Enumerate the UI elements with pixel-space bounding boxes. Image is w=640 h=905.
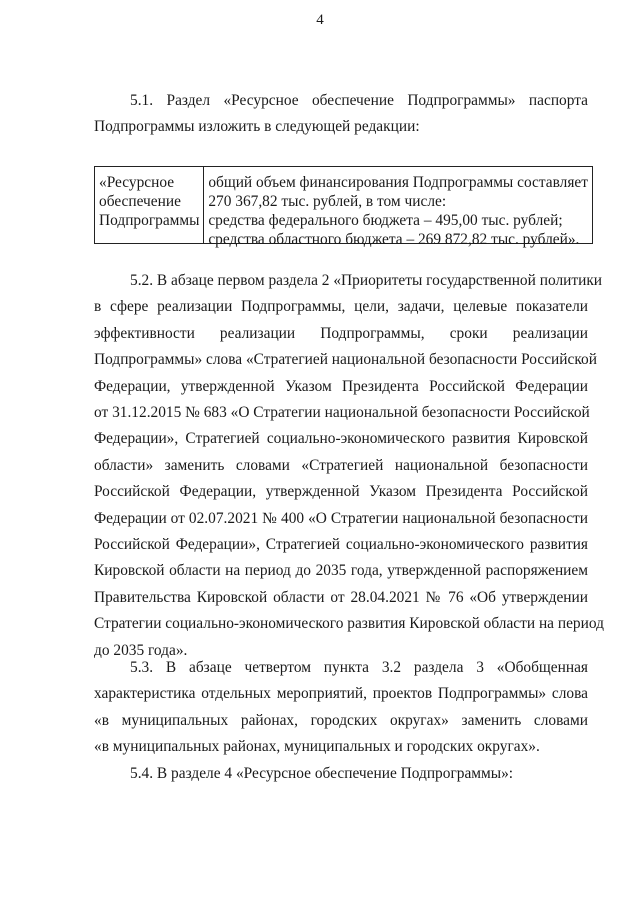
paragraph-5-2 — [94, 268, 604, 664]
paragraph-line: Подпрограммы» слова «Стратегией национальной безопасности Российской — [94, 351, 597, 369]
table-value-line: 270 367,82 тыс. рублей, в том числе: — [208, 193, 447, 210]
table-value-line: средства областного бюджета – 269 872,82 тыс. рублей». — [208, 231, 580, 248]
paragraph-line: до 2035 года». — [94, 641, 188, 659]
paragraph-line: «в муниципальных районах, муниципальных и городских округах». — [94, 738, 540, 756]
paragraph-line: Федерации, утвержденной Указом Президента Российской Федерации — [94, 377, 588, 395]
resource-table — [94, 166, 593, 248]
paragraph-line: 5.4. В разделе 4 «Ресурсное обеспечение Подпрограммы»: — [130, 765, 514, 782]
table-label-line: «Ресурсное — [99, 174, 175, 191]
paragraph-line: 5.2. В абзаце первом раздела 2 «Приоритеты государственной политики — [130, 272, 603, 289]
paragraph-line: 5.1. Раздел «Ресурсное обеспечение Подпрограммы» паспорта — [130, 92, 588, 109]
paragraph-line: Кировской области на период до 2035 года, утвержденной распоряжением — [94, 562, 588, 580]
paragraph-line: от 31.12.2015 № 683 «О Стратегии национальной безопасности Российской — [94, 404, 590, 422]
paragraph-5-4 — [94, 761, 588, 787]
paragraph-line: Подпрограммы изложить в следующей редакции: — [94, 118, 420, 136]
paragraph-5-3 — [94, 655, 588, 761]
paragraph-line: области» заменить словами «Стратегией национальной безопасности — [94, 456, 588, 474]
paragraph-line: характеристика отдельных мероприятий, проектов Подпрограммы» слова — [94, 685, 588, 703]
paragraph-line: Российской Федерации, утвержденной Указом Президента Российской — [94, 483, 588, 501]
paragraph-line: Федерации», Стратегией социально-экономического развития Кировской — [94, 430, 588, 448]
paragraph-line: эффективности реализации Подпрограммы, сроки реализации — [94, 324, 588, 342]
table-label-cell — [95, 167, 204, 243]
paragraph-line: 5.3. В абзаце четвертом пункта 3.2 раздела 3 «Обобщенная — [130, 659, 588, 676]
page-number: 4 — [316, 12, 324, 28]
paragraph-line: Стратегии социально-экономического развития Кировской области на период — [94, 615, 604, 633]
paragraph-line: Российской Федерации», Стратегией социально-экономического развития — [94, 536, 588, 554]
table-label-line: Подпрограммы — [99, 212, 200, 229]
table-value-cell — [204, 167, 592, 248]
table-value-line: средства федерального бюджета – 495,00 тыс. рублей; — [208, 212, 563, 229]
paragraph-line: Правительства Кировской области от 28.04.2021 № 76 «Об утверждении — [94, 588, 588, 606]
table-label-line: обеспечение — [99, 193, 181, 210]
paragraph-line: в сфере реализации Подпрограммы, цели, задачи, целевые показатели — [94, 298, 588, 316]
paragraph-line: Федерации от 02.07.2021 № 400 «О Стратегии национальной безопасности — [94, 509, 588, 527]
paragraph-5-1 — [94, 88, 588, 141]
table-value-line: общий объем финансирования Подпрограммы составляет — [208, 174, 588, 191]
paragraph-line: «в муниципальных районах, городских округах» заменить словами — [94, 711, 588, 729]
